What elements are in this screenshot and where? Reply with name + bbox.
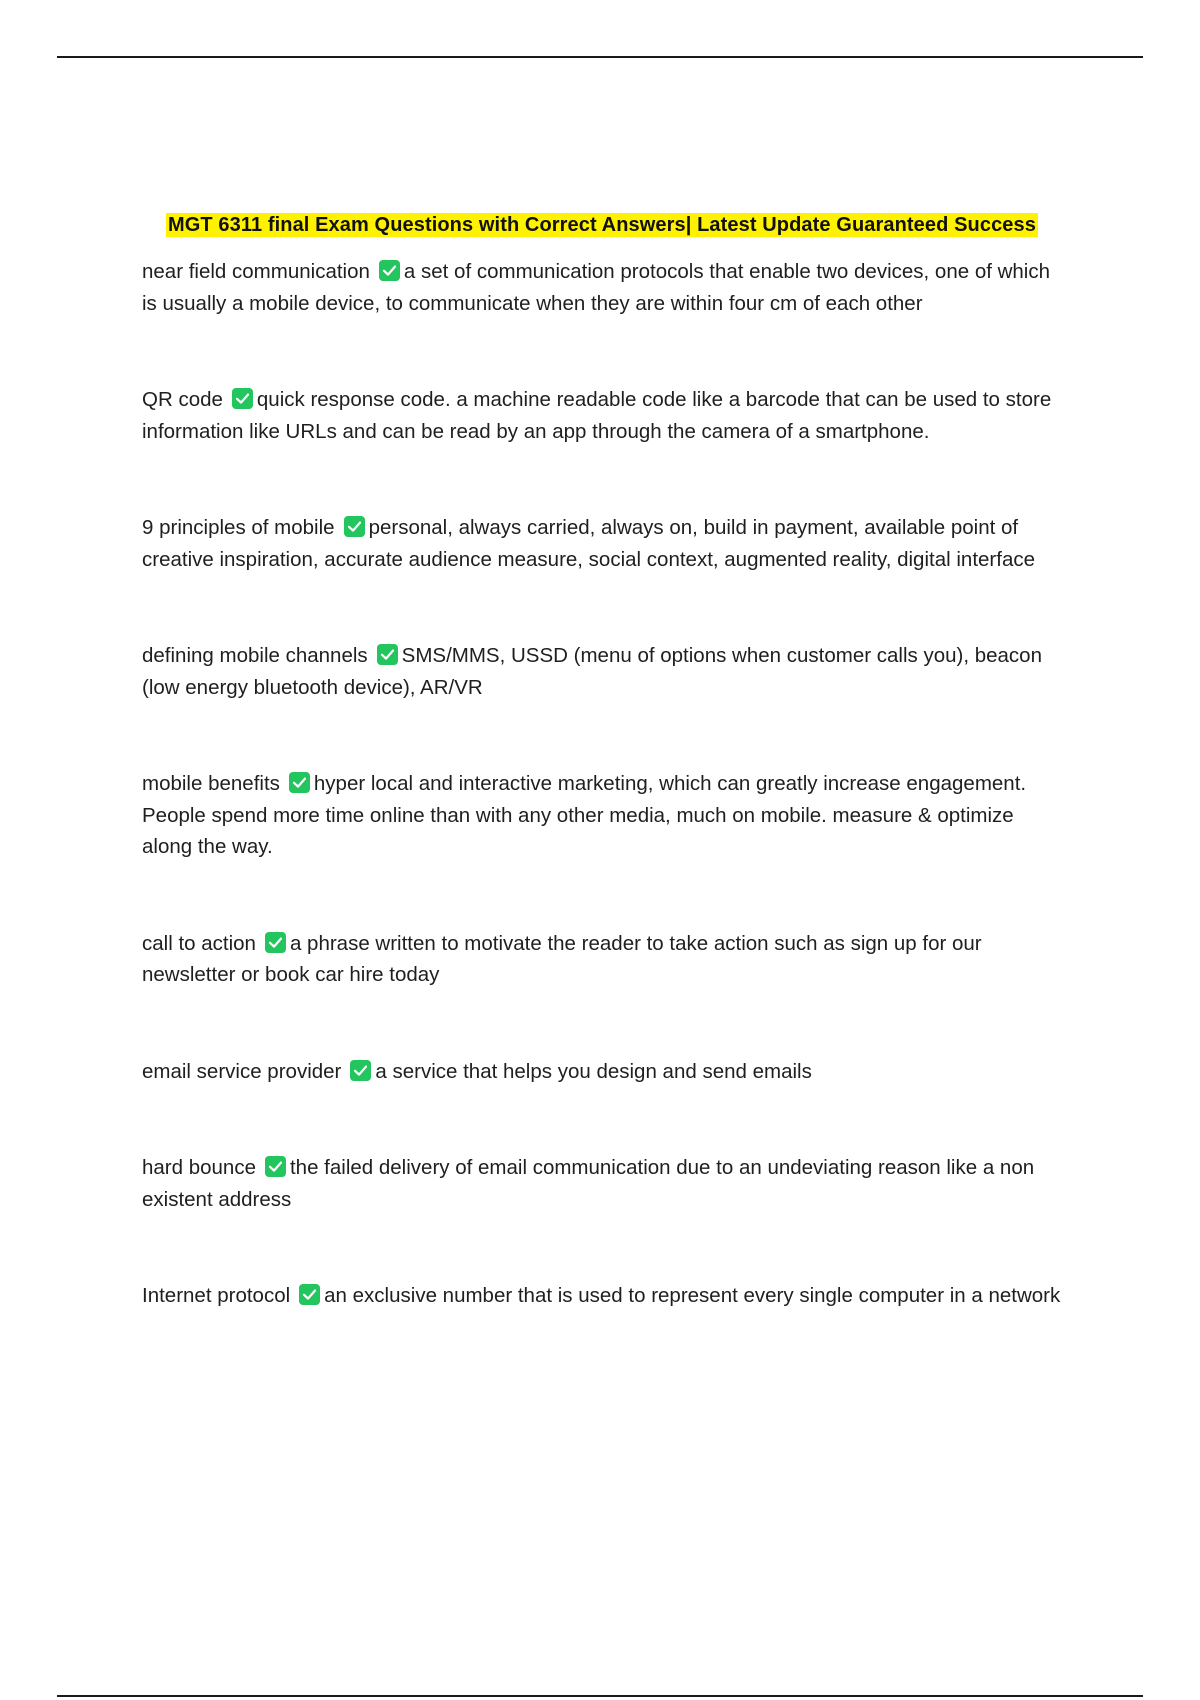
check-mark-icon: [350, 1060, 371, 1081]
qa-term: QR code: [142, 388, 223, 411]
qa-item: [142, 512, 1062, 575]
qa-term: defining mobile channels: [142, 644, 368, 667]
check-mark-icon: [289, 772, 310, 793]
qa-item: [142, 1280, 1062, 1312]
qa-item: [142, 768, 1062, 863]
qa-definition: the failed delivery of email communication due to an undeviating reason like a non existent address: [142, 1156, 1035, 1211]
document-body: [142, 210, 1062, 1312]
qa-definition: a phrase written to motivate the reader to take action such as sign up for our newsletter or book car hire today: [142, 931, 982, 986]
qa-item: [142, 384, 1062, 447]
qa-definition: hyper local and interactive marketing, which can greatly increase engagement. People spend more time online than with any other media, much on mobile. measure & optimize along the way.: [142, 772, 1027, 858]
qa-item: [142, 928, 1062, 991]
check-mark-icon: [232, 388, 253, 409]
qa-definition: an exclusive number that is used to represent every single computer in a network: [324, 1284, 1061, 1307]
qa-definition: personal, always carried, always on, build in payment, available point of creative inspiration, accurate audience measure, social context, augmented reality, digital interface: [142, 516, 1035, 571]
check-mark-icon: [379, 260, 400, 281]
qa-term: email service provider: [142, 1059, 342, 1083]
qa-term: Internet protocol: [142, 1284, 291, 1307]
check-mark-icon: [265, 932, 286, 953]
qa-item: [142, 1056, 1062, 1088]
check-mark-icon: [265, 1156, 286, 1177]
check-mark-icon: [344, 516, 365, 537]
check-mark-icon: [377, 644, 398, 665]
top-rule: [57, 56, 1143, 58]
check-mark-icon: [299, 1284, 320, 1305]
qa-definition: a service that helps you design and send emails: [375, 1059, 812, 1083]
qa-item: [142, 1152, 1062, 1215]
qa-term: 9 principles of mobile: [142, 516, 335, 539]
qa-definition: SMS/MMS, USSD (menu of options when customer calls you), beacon (low energy bluetooth device), AR/VR: [142, 644, 1042, 699]
qa-term: mobile benefits: [142, 772, 280, 795]
qa-term: hard bounce: [142, 1156, 256, 1179]
qa-definition: quick response code. a machine readable code like a barcode that can be used to store information like URLs and can be read by an app through the camera of a smartphone.: [142, 388, 1052, 443]
bottom-rule: [57, 1695, 1143, 1697]
qa-item: [142, 640, 1062, 703]
document-title: MGT 6311 final Exam Questions with Correct Answers| Latest Update Guaranteed Success: [168, 214, 1036, 236]
title-block: [142, 210, 1062, 240]
qa-term: call to action: [142, 931, 256, 955]
qa-item: [142, 256, 1062, 319]
qa-term: near field communication: [142, 260, 370, 283]
qa-definition: a set of communication protocols that enable two devices, one of which is usually a mobile device, to communicate when they are within four cm of each other: [142, 260, 1051, 315]
